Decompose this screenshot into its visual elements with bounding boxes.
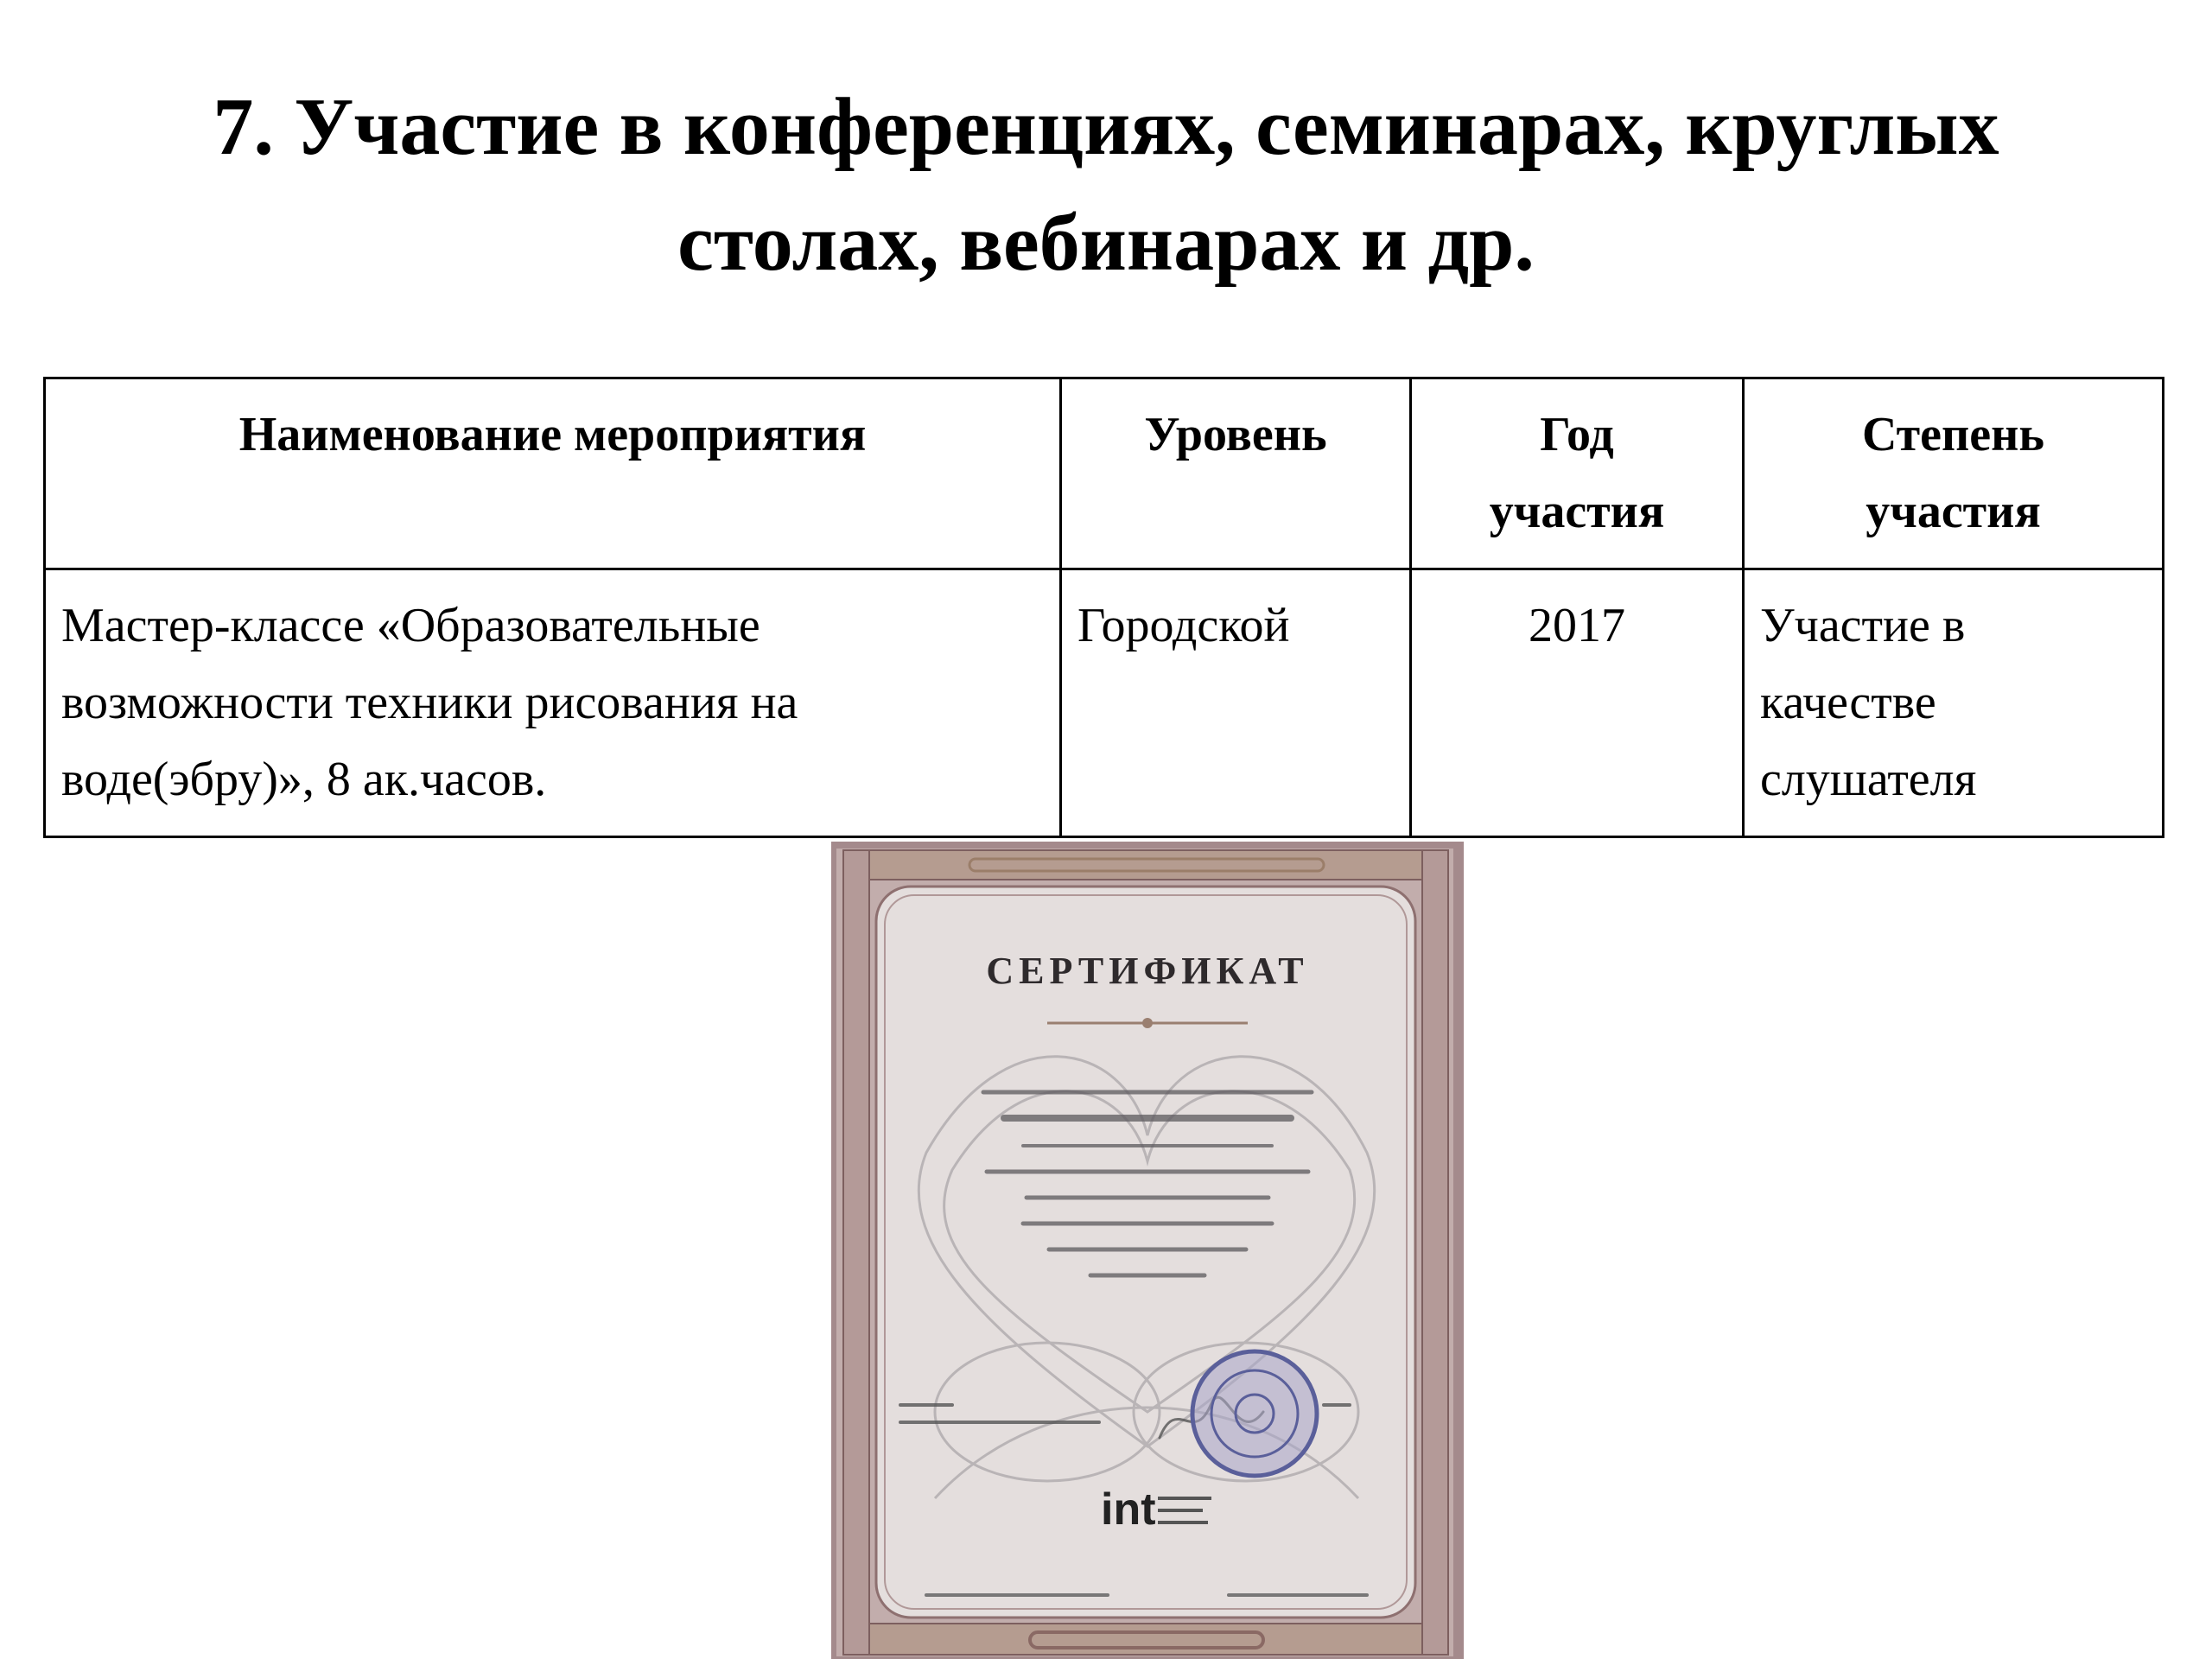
header-degree-line-2: участия bbox=[1866, 485, 2041, 538]
header-level: Уровень bbox=[1061, 378, 1411, 569]
header-degree bbox=[1744, 378, 2164, 569]
title-line-2: столах, вебинарах и др. bbox=[677, 198, 1535, 288]
header-year-line-1: Год bbox=[1540, 408, 1614, 461]
certificate-photo bbox=[831, 842, 1464, 1659]
cell-year: 2017 bbox=[1411, 569, 1744, 837]
header-year-line-2: участия bbox=[1489, 485, 1665, 538]
certificate-illustration bbox=[831, 842, 1464, 1659]
cell-level: Городской bbox=[1061, 569, 1411, 837]
cell-degree: Участие в качестве слушателя bbox=[1744, 569, 2164, 837]
table-header-row bbox=[45, 378, 2164, 569]
header-degree-line-1: Степень bbox=[1861, 408, 2045, 461]
certificate-heading: СЕРТИФИКАТ bbox=[986, 950, 1309, 992]
header-year bbox=[1411, 378, 1744, 569]
table-row bbox=[45, 569, 2164, 837]
stamp-seal bbox=[1192, 1351, 1317, 1476]
header-event-name: Наименование мероприятия bbox=[45, 378, 1061, 569]
cell-event-name: Мастер-классе «Образовательные возможности техники рисования на воде(эбру)», 8 ак.часов. bbox=[45, 569, 1061, 837]
slide-title bbox=[52, 69, 2160, 301]
title-line-1: 7. Участие в конференциях, семинарах, круглых bbox=[213, 82, 1999, 172]
events-table bbox=[43, 377, 2164, 838]
logo-text: int bbox=[1101, 1484, 1156, 1535]
